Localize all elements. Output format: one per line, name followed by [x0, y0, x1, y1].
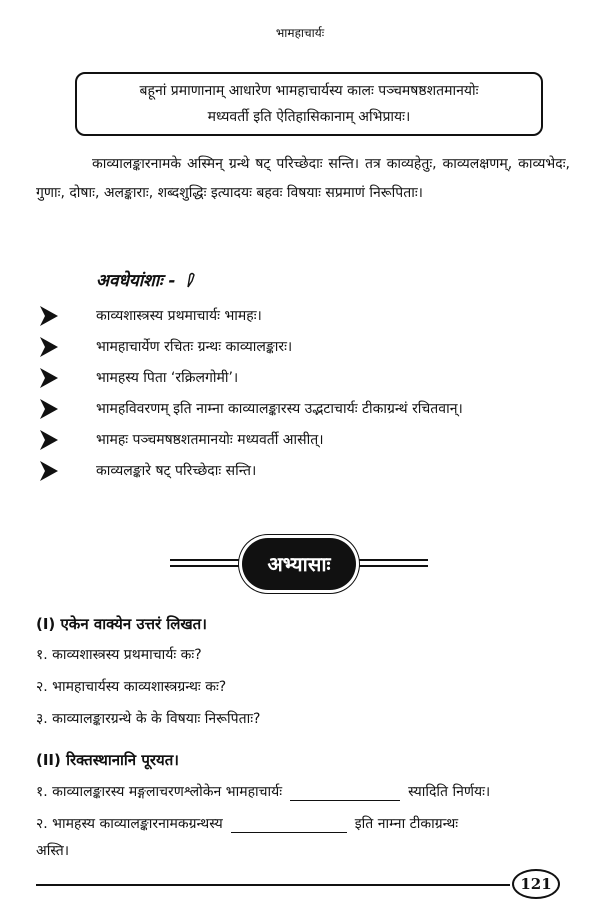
pen-nib-icon	[185, 272, 197, 288]
fill-blank-item	[36, 782, 490, 801]
notes-title-text: अवधेयांशाः -	[96, 271, 176, 291]
list-item	[40, 455, 580, 486]
list-item-text: भामहः पञ्चमषष्ठशतमानयोः मध्यवर्ती आसीत्।	[96, 432, 324, 448]
question-item: ३. काव्यालङ्कारग्रन्थे के के विषयाः निरूपिताः?	[36, 711, 261, 727]
list-item	[40, 331, 580, 362]
fill-blank-prefix: २. भामहस्य काव्यालङ्कारनामकग्रन्थस्य	[36, 816, 223, 832]
list-item-text: काव्यलङ्कारे षट् परिच्छेदाः सन्ति।	[96, 463, 257, 479]
exercise-banner	[170, 538, 428, 592]
arrowhead-bullet-icon	[40, 337, 58, 357]
fill-blank-suffix: इति नाम्ना टीकाग्रन्थः	[354, 816, 459, 832]
highlight-box	[75, 72, 543, 136]
arrowhead-bullet-icon	[40, 368, 58, 388]
notes-title	[96, 268, 197, 291]
section-heading-1: (I) एकेन वाक्येन उत्तरं लिखत।	[36, 615, 207, 633]
list-item-text: भामहस्य पिता ‘रक्रिलगोमी’।	[96, 370, 239, 386]
list-item-text: भामहविवरणम् इति नाम्ना काव्यालङ्कारस्य उद्भटाचार्यः टीकाग्रन्थं रचितवान्।	[96, 401, 463, 417]
fill-blank-suffix: स्यादिति निर्णयः।	[408, 784, 491, 800]
list-item	[40, 300, 580, 331]
footer-rule	[36, 884, 510, 886]
notes-list	[40, 300, 580, 486]
arrowhead-bullet-icon	[40, 399, 58, 419]
arrowhead-bullet-icon	[40, 430, 58, 450]
section-heading-2: (II) रिक्तस्थानानि पूरयत।	[36, 751, 179, 769]
list-item	[40, 424, 580, 455]
answer-blank	[231, 816, 347, 833]
fill-blank-item	[36, 814, 458, 833]
arrowhead-bullet-icon	[40, 461, 58, 481]
question-item: २. भामहाचार्यस्य काव्यशास्त्रग्रन्थः कः?	[36, 679, 227, 695]
fill-blank-prefix: १. काव्यालङ्कारस्य मङ्गलाचरणश्लोकेन भामहाचार्यः	[36, 784, 283, 800]
running-header: भामहाचार्यः	[275, 26, 325, 40]
list-item-text: काव्यशास्त्रस्य प्रथमाचार्यः भामहः।	[96, 308, 262, 324]
question-item: १. काव्यशास्त्रस्य प्रथमाचार्यः कः?	[36, 647, 202, 663]
list-item	[40, 393, 580, 424]
highlight-line-2: मध्यवर्ती इति ऐतिहासिकानाम् अभिप्रायः।	[207, 109, 411, 125]
highlight-line-1: बहूनां प्रमाणानाम् आधारेण भामहाचार्यस्य कालः पञ्चमषष्ठशतमानयोः	[139, 83, 479, 99]
page-number: 121	[512, 869, 560, 899]
arrowhead-bullet-icon	[40, 306, 58, 326]
intro-paragraph: काव्यालङ्कारनामके अस्मिन् ग्रन्थे षट् परिच्छेदाः सन्ति। तत्र काव्यहेतुः, काव्यलक्षणम्, काव्यभेदः, गुणाः, दोषाः, अलङ्काराः, शब्दशुद्धिः इत्यादयः बहवः विषयाः सप्रमाणं निरूपिताः।	[36, 156, 570, 201]
exercise-banner-label: अभ्यासाः	[242, 538, 356, 590]
list-item	[40, 362, 580, 393]
answer-blank	[290, 784, 400, 801]
fill-blank-continuation: अस्ति।	[36, 843, 70, 859]
list-item-text: भामहाचार्येण रचितः ग्रन्थः काव्यालङ्कारः।	[96, 339, 293, 355]
